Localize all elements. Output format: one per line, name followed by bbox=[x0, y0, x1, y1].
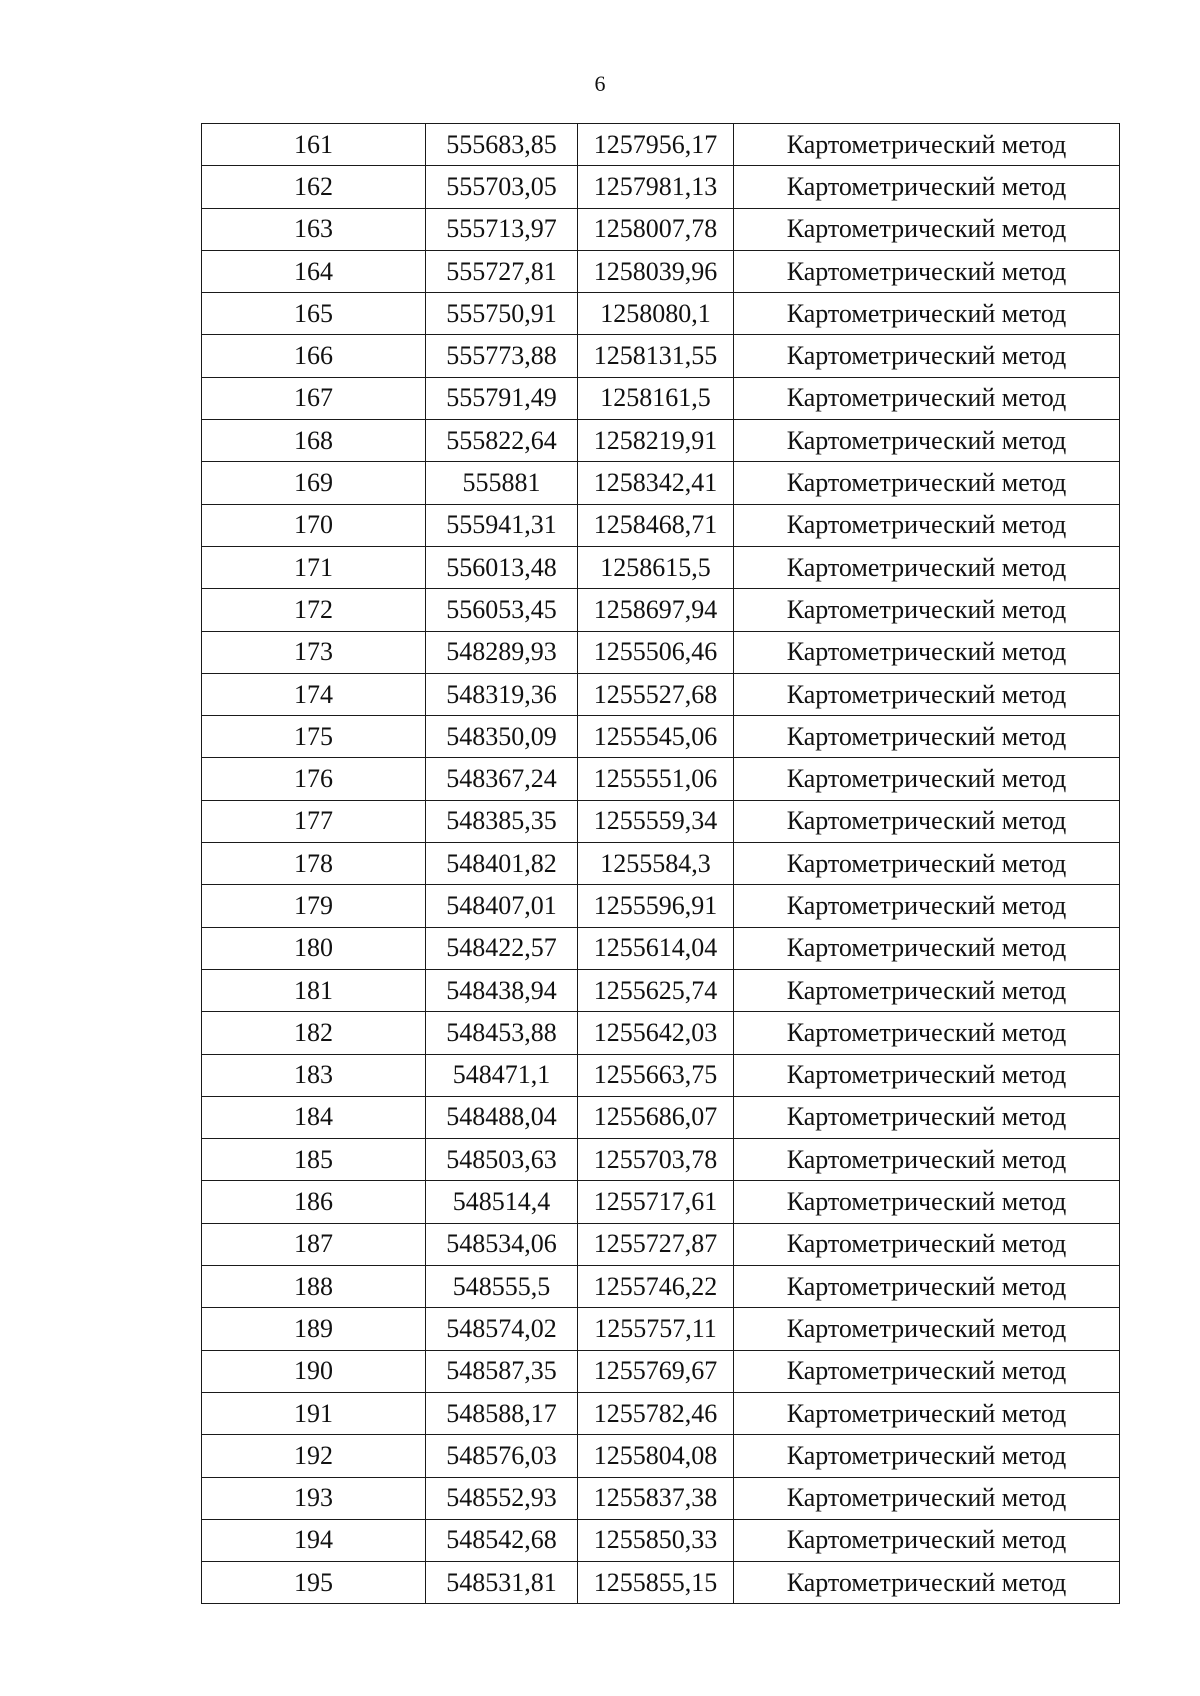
table-row bbox=[202, 1096, 1120, 1138]
point-number-cell: 174 bbox=[202, 673, 426, 715]
y-coordinate-cell: 1255837,38 bbox=[578, 1477, 734, 1519]
method-cell: Картометрический метод bbox=[734, 716, 1120, 758]
method-cell: Картометрический метод bbox=[734, 546, 1120, 588]
point-number-cell: 193 bbox=[202, 1477, 426, 1519]
x-coordinate-cell: 555881 bbox=[426, 462, 578, 504]
point-number-cell: 192 bbox=[202, 1435, 426, 1477]
x-coordinate-cell: 548587,35 bbox=[426, 1350, 578, 1392]
table-row bbox=[202, 546, 1120, 588]
point-number-cell: 190 bbox=[202, 1350, 426, 1392]
table-row bbox=[202, 1266, 1120, 1308]
point-number-cell: 195 bbox=[202, 1562, 426, 1604]
y-coordinate-cell: 1258007,78 bbox=[578, 208, 734, 250]
point-number-cell: 181 bbox=[202, 969, 426, 1011]
point-number-cell: 177 bbox=[202, 800, 426, 842]
method-cell: Картометрический метод bbox=[734, 1435, 1120, 1477]
method-cell: Картометрический метод bbox=[734, 293, 1120, 335]
x-coordinate-cell: 548552,93 bbox=[426, 1477, 578, 1519]
x-coordinate-cell: 555941,31 bbox=[426, 504, 578, 546]
method-cell: Картометрический метод bbox=[734, 1308, 1120, 1350]
page-number: 6 bbox=[594, 71, 606, 96]
y-coordinate-cell: 1255746,22 bbox=[578, 1266, 734, 1308]
table-row bbox=[202, 716, 1120, 758]
y-coordinate-cell: 1255663,75 bbox=[578, 1054, 734, 1096]
method-cell: Картометрический метод bbox=[734, 166, 1120, 208]
x-coordinate-cell: 548576,03 bbox=[426, 1435, 578, 1477]
y-coordinate-cell: 1255545,06 bbox=[578, 716, 734, 758]
y-coordinate-cell: 1258342,41 bbox=[578, 462, 734, 504]
method-cell: Картометрический метод bbox=[734, 1181, 1120, 1223]
table-row bbox=[202, 1181, 1120, 1223]
y-coordinate-cell: 1258615,5 bbox=[578, 546, 734, 588]
x-coordinate-cell: 548453,88 bbox=[426, 1012, 578, 1054]
coordinates-table bbox=[201, 123, 1120, 1604]
y-coordinate-cell: 1258131,55 bbox=[578, 335, 734, 377]
y-coordinate-cell: 1258080,1 bbox=[578, 293, 734, 335]
y-coordinate-cell: 1255769,67 bbox=[578, 1350, 734, 1392]
point-number-cell: 183 bbox=[202, 1054, 426, 1096]
method-cell: Картометрический метод bbox=[734, 377, 1120, 419]
table-row bbox=[202, 927, 1120, 969]
x-coordinate-cell: 548542,68 bbox=[426, 1519, 578, 1561]
table-row bbox=[202, 1139, 1120, 1181]
x-coordinate-cell: 548438,94 bbox=[426, 969, 578, 1011]
table-row bbox=[202, 589, 1120, 631]
method-cell: Картометрический метод bbox=[734, 885, 1120, 927]
table-row bbox=[202, 1308, 1120, 1350]
table-row bbox=[202, 1350, 1120, 1392]
y-coordinate-cell: 1255596,91 bbox=[578, 885, 734, 927]
point-number-cell: 173 bbox=[202, 631, 426, 673]
y-coordinate-cell: 1255584,3 bbox=[578, 843, 734, 885]
x-coordinate-cell: 548407,01 bbox=[426, 885, 578, 927]
method-cell: Картометрический метод bbox=[734, 1054, 1120, 1096]
table-row bbox=[202, 250, 1120, 292]
x-coordinate-cell: 548367,24 bbox=[426, 758, 578, 800]
y-coordinate-cell: 1255551,06 bbox=[578, 758, 734, 800]
table-row bbox=[202, 420, 1120, 462]
point-number-cell: 167 bbox=[202, 377, 426, 419]
x-coordinate-cell: 548422,57 bbox=[426, 927, 578, 969]
x-coordinate-cell: 556013,48 bbox=[426, 546, 578, 588]
table-row bbox=[202, 166, 1120, 208]
method-cell: Картометрический метод bbox=[734, 969, 1120, 1011]
x-coordinate-cell: 555683,85 bbox=[426, 124, 578, 166]
table-row bbox=[202, 377, 1120, 419]
y-coordinate-cell: 1255703,78 bbox=[578, 1139, 734, 1181]
method-cell: Картометрический метод bbox=[734, 1350, 1120, 1392]
point-number-cell: 165 bbox=[202, 293, 426, 335]
method-cell: Картометрический метод bbox=[734, 1096, 1120, 1138]
point-number-cell: 169 bbox=[202, 462, 426, 504]
point-number-cell: 163 bbox=[202, 208, 426, 250]
method-cell: Картометрический метод bbox=[734, 673, 1120, 715]
y-coordinate-cell: 1255727,87 bbox=[578, 1223, 734, 1265]
method-cell: Картометрический метод bbox=[734, 504, 1120, 546]
method-cell: Картометрический метод bbox=[734, 420, 1120, 462]
method-cell: Картометрический метод bbox=[734, 758, 1120, 800]
table-row bbox=[202, 1562, 1120, 1604]
table-row bbox=[202, 1392, 1120, 1434]
x-coordinate-cell: 555713,97 bbox=[426, 208, 578, 250]
x-coordinate-cell: 555727,81 bbox=[426, 250, 578, 292]
table-row bbox=[202, 885, 1120, 927]
x-coordinate-cell: 548574,02 bbox=[426, 1308, 578, 1350]
x-coordinate-cell: 548588,17 bbox=[426, 1392, 578, 1434]
method-cell: Картометрический метод bbox=[734, 124, 1120, 166]
y-coordinate-cell: 1255686,07 bbox=[578, 1096, 734, 1138]
method-cell: Картометрический метод bbox=[734, 927, 1120, 969]
point-number-cell: 178 bbox=[202, 843, 426, 885]
x-coordinate-cell: 548471,1 bbox=[426, 1054, 578, 1096]
table-row bbox=[202, 758, 1120, 800]
table-row bbox=[202, 1054, 1120, 1096]
point-number-cell: 186 bbox=[202, 1181, 426, 1223]
x-coordinate-cell: 548350,09 bbox=[426, 716, 578, 758]
x-coordinate-cell: 548514,4 bbox=[426, 1181, 578, 1223]
point-number-cell: 175 bbox=[202, 716, 426, 758]
point-number-cell: 182 bbox=[202, 1012, 426, 1054]
table-row bbox=[202, 462, 1120, 504]
x-coordinate-cell: 548534,06 bbox=[426, 1223, 578, 1265]
point-number-cell: 170 bbox=[202, 504, 426, 546]
x-coordinate-cell: 555703,05 bbox=[426, 166, 578, 208]
x-coordinate-cell: 548385,35 bbox=[426, 800, 578, 842]
y-coordinate-cell: 1257981,13 bbox=[578, 166, 734, 208]
point-number-cell: 176 bbox=[202, 758, 426, 800]
y-coordinate-cell: 1258697,94 bbox=[578, 589, 734, 631]
point-number-cell: 172 bbox=[202, 589, 426, 631]
method-cell: Картометрический метод bbox=[734, 1223, 1120, 1265]
x-coordinate-cell: 548319,36 bbox=[426, 673, 578, 715]
point-number-cell: 188 bbox=[202, 1266, 426, 1308]
y-coordinate-cell: 1255804,08 bbox=[578, 1435, 734, 1477]
point-number-cell: 161 bbox=[202, 124, 426, 166]
table-row bbox=[202, 800, 1120, 842]
table-row bbox=[202, 631, 1120, 673]
y-coordinate-cell: 1255527,68 bbox=[578, 673, 734, 715]
y-coordinate-cell: 1255850,33 bbox=[578, 1519, 734, 1561]
x-coordinate-cell: 548401,82 bbox=[426, 843, 578, 885]
point-number-cell: 194 bbox=[202, 1519, 426, 1561]
method-cell: Картометрический метод bbox=[734, 1266, 1120, 1308]
point-number-cell: 187 bbox=[202, 1223, 426, 1265]
method-cell: Картометрический метод bbox=[734, 462, 1120, 504]
point-number-cell: 166 bbox=[202, 335, 426, 377]
y-coordinate-cell: 1255717,61 bbox=[578, 1181, 734, 1223]
point-number-cell: 171 bbox=[202, 546, 426, 588]
point-number-cell: 168 bbox=[202, 420, 426, 462]
coordinates-table-body bbox=[202, 124, 1120, 1604]
table-row bbox=[202, 969, 1120, 1011]
y-coordinate-cell: 1258161,5 bbox=[578, 377, 734, 419]
y-coordinate-cell: 1255642,03 bbox=[578, 1012, 734, 1054]
table-row bbox=[202, 293, 1120, 335]
y-coordinate-cell: 1255614,04 bbox=[578, 927, 734, 969]
point-number-cell: 179 bbox=[202, 885, 426, 927]
x-coordinate-cell: 548488,04 bbox=[426, 1096, 578, 1138]
table-row bbox=[202, 504, 1120, 546]
table-row bbox=[202, 335, 1120, 377]
x-coordinate-cell: 548531,81 bbox=[426, 1562, 578, 1604]
point-number-cell: 191 bbox=[202, 1392, 426, 1434]
point-number-cell: 185 bbox=[202, 1139, 426, 1181]
y-coordinate-cell: 1255782,46 bbox=[578, 1392, 734, 1434]
x-coordinate-cell: 555791,49 bbox=[426, 377, 578, 419]
method-cell: Картометрический метод bbox=[734, 1392, 1120, 1434]
table-row bbox=[202, 1223, 1120, 1265]
table-row bbox=[202, 1012, 1120, 1054]
method-cell: Картометрический метод bbox=[734, 1139, 1120, 1181]
y-coordinate-cell: 1255506,46 bbox=[578, 631, 734, 673]
table-row bbox=[202, 208, 1120, 250]
y-coordinate-cell: 1255855,15 bbox=[578, 1562, 734, 1604]
point-number-cell: 189 bbox=[202, 1308, 426, 1350]
table-row bbox=[202, 1477, 1120, 1519]
method-cell: Картометрический метод bbox=[734, 335, 1120, 377]
table-row bbox=[202, 673, 1120, 715]
y-coordinate-cell: 1255757,11 bbox=[578, 1308, 734, 1350]
method-cell: Картометрический метод bbox=[734, 1012, 1120, 1054]
x-coordinate-cell: 548503,63 bbox=[426, 1139, 578, 1181]
point-number-cell: 164 bbox=[202, 250, 426, 292]
method-cell: Картометрический метод bbox=[734, 250, 1120, 292]
method-cell: Картометрический метод bbox=[734, 631, 1120, 673]
method-cell: Картометрический метод bbox=[734, 843, 1120, 885]
point-number-cell: 162 bbox=[202, 166, 426, 208]
method-cell: Картометрический метод bbox=[734, 800, 1120, 842]
point-number-cell: 184 bbox=[202, 1096, 426, 1138]
table-row bbox=[202, 1519, 1120, 1561]
x-coordinate-cell: 548555,5 bbox=[426, 1266, 578, 1308]
x-coordinate-cell: 555822,64 bbox=[426, 420, 578, 462]
y-coordinate-cell: 1257956,17 bbox=[578, 124, 734, 166]
y-coordinate-cell: 1258468,71 bbox=[578, 504, 734, 546]
y-coordinate-cell: 1258219,91 bbox=[578, 420, 734, 462]
y-coordinate-cell: 1255559,34 bbox=[578, 800, 734, 842]
method-cell: Картометрический метод bbox=[734, 1519, 1120, 1561]
point-number-cell: 180 bbox=[202, 927, 426, 969]
method-cell: Картометрический метод bbox=[734, 589, 1120, 631]
x-coordinate-cell: 555750,91 bbox=[426, 293, 578, 335]
table-row bbox=[202, 843, 1120, 885]
method-cell: Картометрический метод bbox=[734, 1562, 1120, 1604]
table-row bbox=[202, 124, 1120, 166]
y-coordinate-cell: 1258039,96 bbox=[578, 250, 734, 292]
method-cell: Картометрический метод bbox=[734, 208, 1120, 250]
x-coordinate-cell: 556053,45 bbox=[426, 589, 578, 631]
x-coordinate-cell: 548289,93 bbox=[426, 631, 578, 673]
method-cell: Картометрический метод bbox=[734, 1477, 1120, 1519]
y-coordinate-cell: 1255625,74 bbox=[578, 969, 734, 1011]
table-row bbox=[202, 1435, 1120, 1477]
x-coordinate-cell: 555773,88 bbox=[426, 335, 578, 377]
